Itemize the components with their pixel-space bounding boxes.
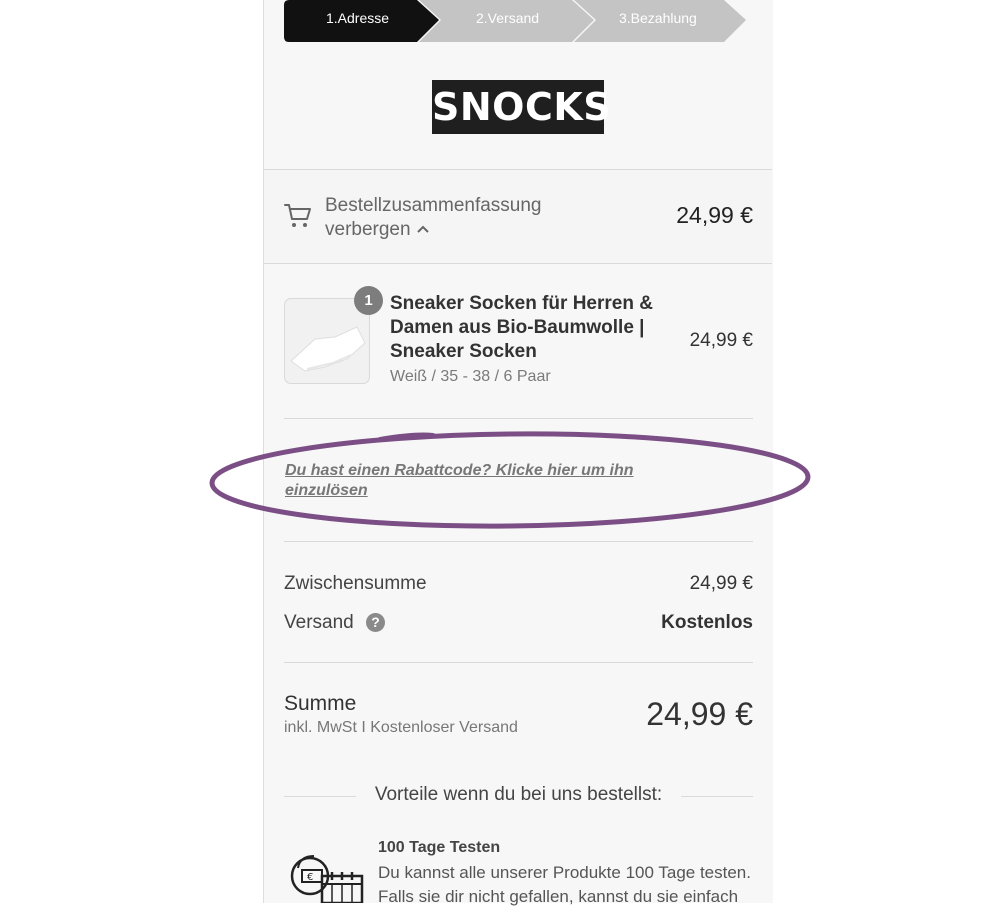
divider	[284, 662, 753, 663]
divider	[284, 541, 753, 542]
benefit-description: Du kannst alle unserer Produkte 100 Tage testen. Falls sie dir nicht gefallen, kannst du sie einfach	[378, 863, 751, 906]
order-summary-line1: Bestellzusammenfassung	[325, 195, 542, 216]
benefit-title: 100 Tage Testen	[378, 839, 501, 856]
shipping-value: Kostenlos	[661, 612, 753, 633]
sock-image	[285, 299, 369, 383]
total-label: Summe	[284, 692, 357, 715]
benefits-heading	[284, 784, 753, 806]
order-summary-hide-text: verbergen	[325, 219, 411, 240]
product-title: Sneaker Socken für Herren & Damen aus Bio-Baumwolle | Sneaker Socken	[390, 293, 653, 362]
product-variant: Weiß / 35 - 38 / 6 Paar	[390, 368, 551, 385]
svg-text:€: €	[307, 872, 314, 883]
total-note: inkl. MwSt I Kostenloser Versand	[284, 719, 518, 736]
step-bezahlung[interactable]: 3.Bezahlung	[619, 10, 697, 26]
checkout-steps	[284, 0, 746, 42]
highlight-ellipse-annotation	[205, 425, 817, 535]
quantity-badge: 1	[354, 286, 383, 315]
order-summary-line2	[325, 218, 542, 242]
divider	[284, 418, 753, 419]
cart-icon	[284, 202, 312, 230]
product-thumbnail	[284, 298, 370, 384]
product-price: 24,99 €	[689, 330, 753, 351]
help-icon[interactable]: ?	[366, 613, 385, 632]
step-versand[interactable]: 2.Versand	[476, 10, 540, 26]
benefits-heading-text: Vorteile wenn du bei uns bestellst:	[356, 784, 681, 805]
total-value: 24,99 €	[646, 696, 753, 732]
divider	[264, 263, 772, 264]
discount-code-link[interactable]: Du hast einen Rabattcode? Klicke hier um ihn einzulösen	[285, 462, 634, 499]
shipping-label: Versand	[284, 612, 354, 633]
order-summary-toggle[interactable]	[264, 170, 772, 262]
order-summary-total: 24,99 €	[676, 202, 753, 228]
money-calendar-icon	[288, 848, 368, 903]
step-adresse[interactable]: 1.Adresse	[326, 10, 390, 26]
snocks-logo[interactable]: SNOCKS	[432, 80, 604, 134]
subtotal-value: 24,99 €	[689, 573, 753, 594]
subtotal-label: Zwischensumme	[284, 573, 427, 594]
order-summary-toggle-label[interactable]	[325, 194, 542, 242]
chevron-up-icon	[417, 225, 429, 233]
